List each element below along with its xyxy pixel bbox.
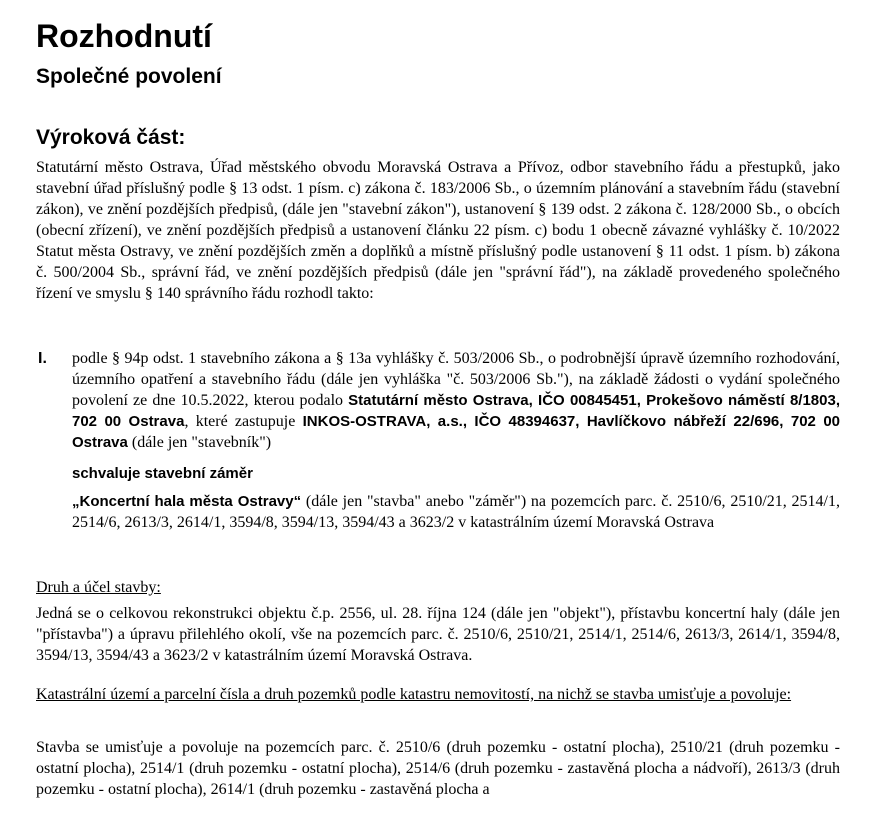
item-text-2: , které zastupuje — [184, 413, 303, 430]
intro-paragraph: Statutární město Ostrava, Úřad městského obvodu Moravská Ostrava a Přívoz, odbor stavebního řádu a přestupků, jako stavební úřad příslušný podle § 13 odst. 1 písm. c) zákona č. 183/2006 Sb., o územním plánování a stavebním řádu (stavební zákon), ve znění pozdějších předpisů, (dále jen "stavební zákon"), ustanovení § 139 odst. 2 zákona č. 128/2000 Sb., o obcích (obecní zřízení), ve znění pozdějších předpisů a ustanovení článku 22 písm. c) bodu 1 obecně závazné vyhlášky č. 10/2022 Statut města Ostravy, ve znění pozdějších změn a doplňků a místně příslušný podle ustanovení § 11 odst. 1 písm. b) zákona č. 500/2004 Sb., správní řád, ve znění pozdějších předpisů (dále jen "správní řád"), na základě provedeného společného řízení ve smyslu § 140 správního řádu rozhodl takto: — [36, 159, 840, 302]
item-paragraph — [72, 348, 840, 453]
item-text-3: (dále jen "stavebník") — [127, 434, 272, 451]
project-name: „Koncertní hala města Ostravy“ — [72, 493, 302, 510]
item-text-1: podle § 94p odst. 1 stavebního zákona a § 13a vyhlášky č. 503/2006 Sb., o podrobnější úpravě územního rozhodování, územního opatření a stavebního řádu (dále jen vyhláška "č. 503/2006 Sb."), na základě žádosti o vydání společného povolení ze dne 10.5.2022, kterou podalo — [72, 350, 840, 409]
druh-paragraph: Jedná se o celkovou rekonstrukci objektu č.p. 2556, ul. 28. října 124 (dále jen "objekt"), přístavbu koncertní haly (dále jen "přístavba") a úpravu přilehlého okolí, vše na pozemcích parc. č. 2510/6, 2510/21, 2514/1, 2514/6, 2613/3, 2614/1, 3594/8, 3594/13, 3594/43 a 3623/2 v katastrálním území Moravská Ostrava. — [36, 605, 840, 664]
approval-statement: schvaluje stavební záměr — [72, 465, 253, 482]
applicant-name: Statutární město Ostrava, IČO 00845451, Prokešovo náměstí 8/1803, 702 00 Ostrava — [72, 392, 840, 430]
druh-heading: Druh a účel stavby: — [36, 579, 161, 596]
katastr-heading: Katastrální území a parcelní čísla a druh pozemků podle katastru nemovitostí, na nichž se stavba umisťuje a povoluje: — [36, 686, 792, 703]
document-subtitle: Společné povolení — [36, 65, 222, 88]
representative-name: INKOS-OSTRAVA, a.s., IČO 48394637, Havlíčkovo nábřeží 22/696, 702 00 Ostrava — [72, 413, 841, 451]
katastr-paragraph: Stavba se umisťuje a povoluje na pozemcích parc. č. 2510/6 (druh pozemku - ostatní plocha), 2510/21 (druh pozemku - ostatní plocha), 2514/1 (druh pozemku - ostatní plocha), 2514/6 (druh pozemku - zastavěná plocha a nádvoří), 2613/3 (druh pozemku - ostatní plocha), 2614/1 (druh pozemku - zastavěná plocha a — [36, 739, 840, 798]
document-title: Rozhodnutí — [36, 18, 212, 54]
project-paragraph — [72, 491, 840, 533]
project-text: (dále jen "stavba" anebo "záměr") na pozemcích parc. č. 2510/6, 2510/21, 2514/1, 2514/6, 2613/3, 2614/1, 3594/8, 3594/13, 3594/43 a 3623/2 v katastrálním území Moravská Ostrava — [72, 493, 840, 531]
item-number: I. — [38, 350, 47, 367]
section-heading: Výroková část: — [36, 126, 186, 149]
